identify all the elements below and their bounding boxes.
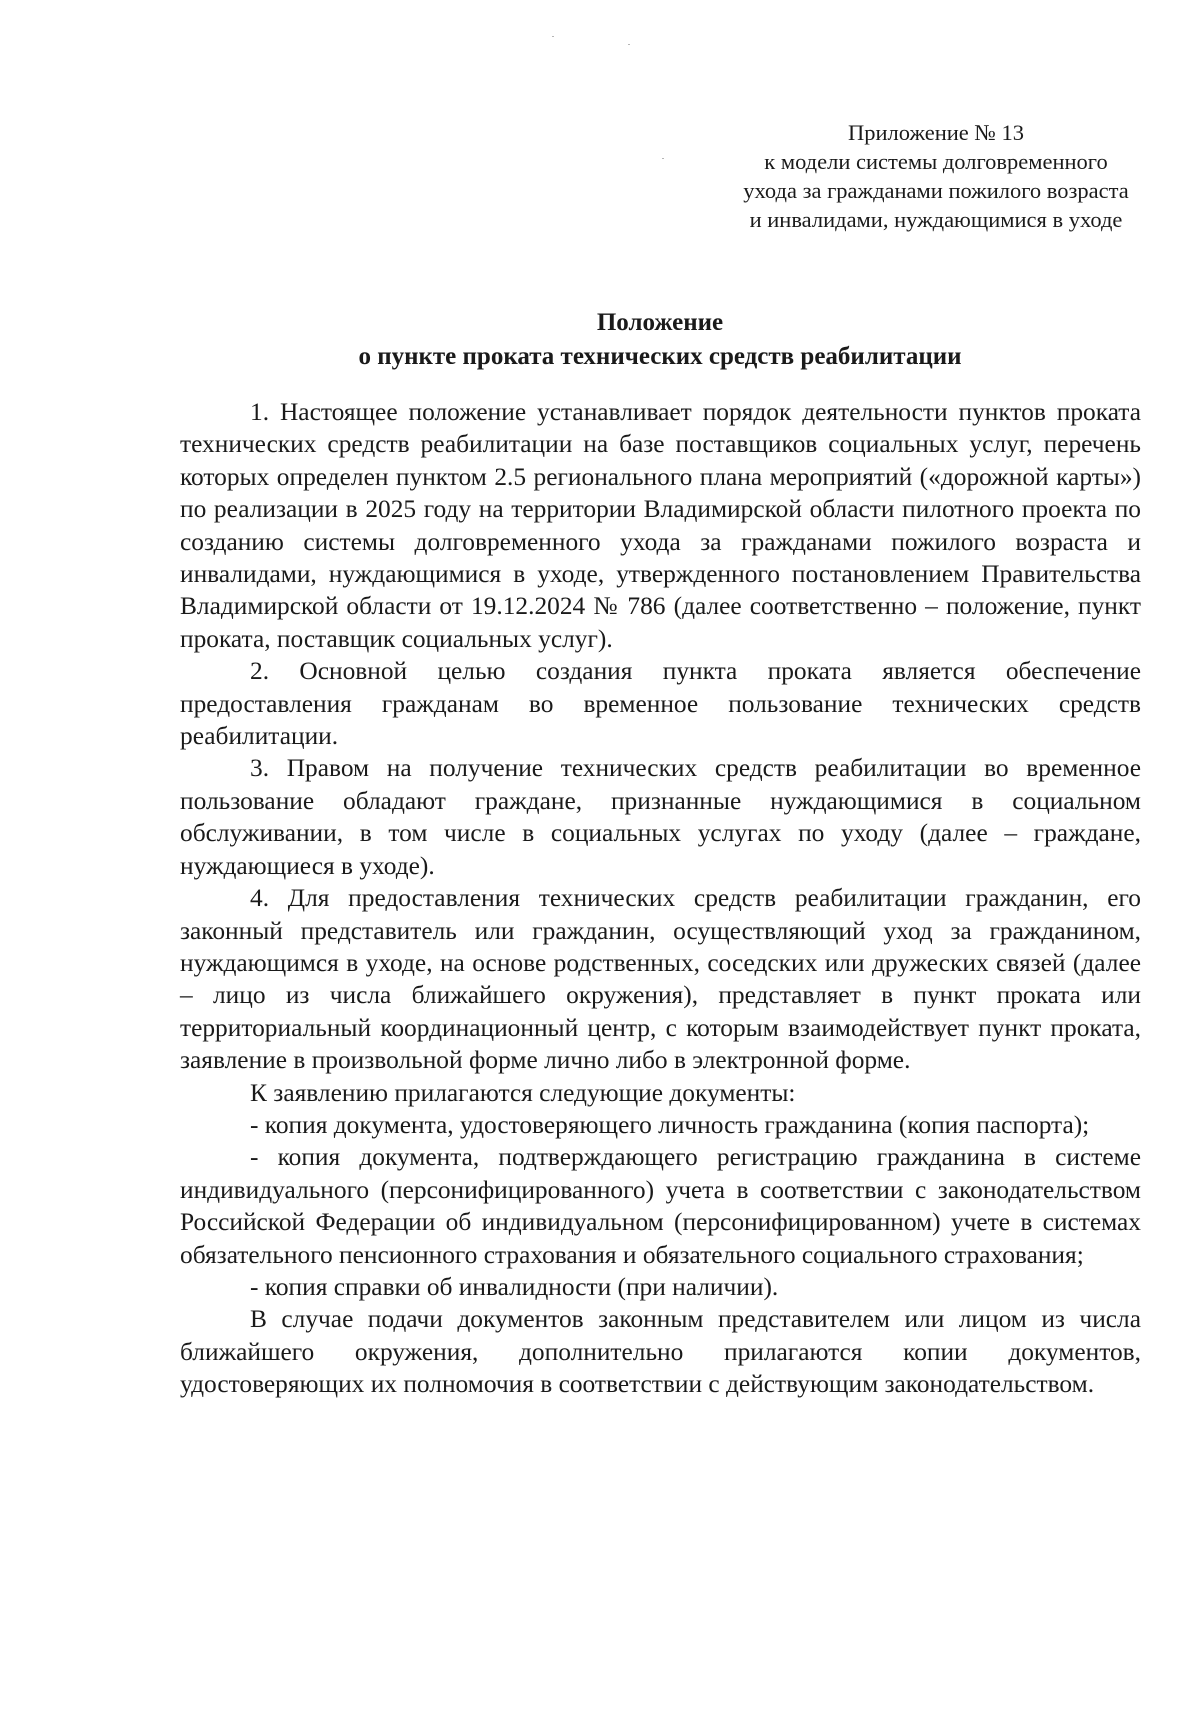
paragraph-3: 3. Правом на получение технических средств реабилитации во временное пользование обладают граждане, признанные нуждающимися в социальном обслуживании, в том числе в социальных услугах по уходу (далее – граждане, нуждающиеся в уходе). (180, 754, 1141, 880)
appendix-line: и инвалидами, нуждающимися в уходе (749, 207, 1123, 232)
appendix-line: ухода за гражданами пожилого возраста (743, 178, 1129, 203)
title-line: о пункте проката технических средств реабилитации (358, 343, 962, 370)
appendix-line: к модели системы долговременного (764, 149, 1108, 174)
scan-speck (628, 44, 630, 45)
paragraph-2: 2. Основной целью создания пункта проката является обеспечение предоставления гражданам во временное пользование технических средств реабилитации. (180, 657, 1141, 751)
document-list-item: - копия документа, удостоверяющего личность гражданина (копия паспорта); (250, 1110, 1090, 1139)
scan-speck (662, 158, 664, 159)
document-list-item: - копия документа, подтверждающего регистрацию гражданина в системе индивидуального (персонифицированного) учета в соответствии с законодательством Российской Федерации об индивидуальном (персонифицированном) учете в системах обязательного пенсионного страхования и обязательного социального страхования; (180, 1143, 1141, 1269)
appendix-number: Приложение № 13 (848, 120, 1024, 145)
paragraph-representative: В случае подачи документов законным представителем или лицом из числа ближайшего окружения, дополнительно прилагаются копии документов, удостоверяющих их полномочия в соответствии с действующим законодательством. (180, 1305, 1141, 1399)
documents-intro: К заявлению прилагаются следующие документы: (250, 1078, 796, 1107)
appendix-header (726, 118, 1146, 234)
title-line: Положение (596, 309, 724, 336)
document-body (180, 396, 1141, 1401)
paragraph-1: 1. Настоящее положение устанавливает порядок деятельности пунктов проката технических средств реабилитации на базе поставщиков социальных услуг, перечень которых определен пунктом 2.5 регионального плана мероприятий («дорожной карты») по реализации в 2025 году на территории Владимирской области пилотного проекта по созданию системы долговременного ухода за гражданами пожилого возраста и инвалидами, нуждающимися в уходе, утвержденного постановлением Правительства Владимирской области от 19.12.2024 № 786 (далее соответственно – положение, пункт проката, поставщик социальных услуг). (180, 398, 1141, 653)
paragraph-4: 4. Для предоставления технических средств реабилитации гражданин, его законный представитель или гражданин, осуществляющий уход за гражданином, нуждающимся в уходе, на основе родственных, соседских или дружеских связей (далее – лицо из числа ближайшего окружения), представляет в пункт проката или территориальный координационный центр, с которым взаимодействует пункт проката, заявление в произвольной форме лично либо в электронной форме. (180, 884, 1141, 1075)
document-list-item: - копия справки об инвалидности (при наличии). (250, 1272, 779, 1301)
document-title (180, 306, 1140, 374)
scan-speck (552, 36, 554, 37)
